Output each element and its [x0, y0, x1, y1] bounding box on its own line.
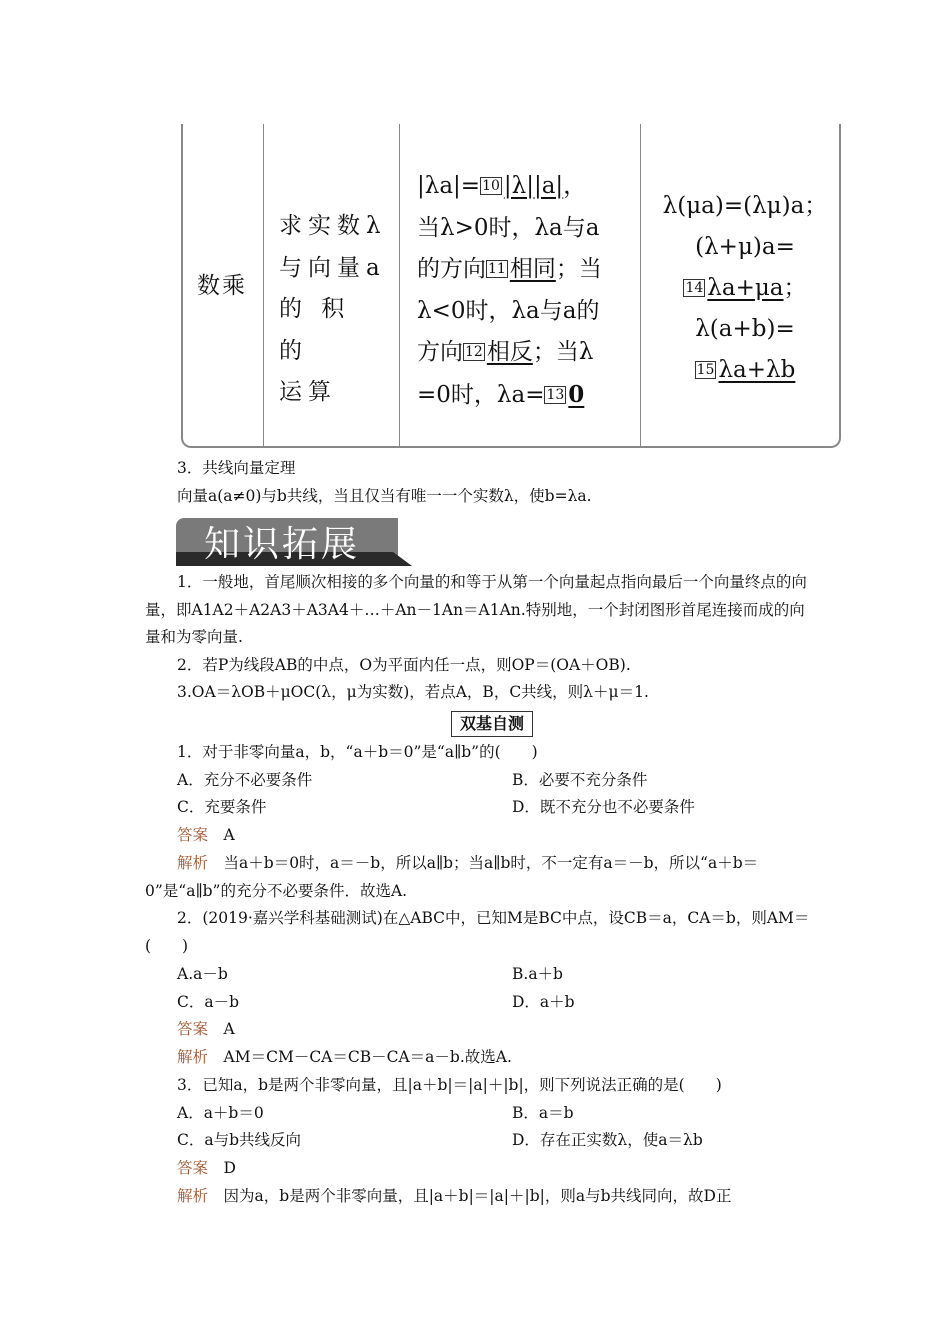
option-c: C．充要条件 — [177, 798, 267, 816]
question-stem: 1．对于非零向量a，b，“a＋b＝0”是“a∥b”的( ) — [177, 743, 538, 761]
option-d: D．a＋b — [512, 993, 575, 1011]
blank-number: 15 — [696, 362, 715, 378]
explanation: 解析 当a＋b＝0时，a＝－b，所以a∥b；当a∥b时，不一定有a＝－b，所以“a＋b＝0”是“a∥b”的充分不必要条件．故选A. — [145, 854, 759, 900]
table-divider — [640, 124, 641, 446]
option-c: C．a与b共线反向 — [177, 1131, 302, 1149]
blank-number: 13 — [546, 386, 565, 403]
option-c: C．a－b — [177, 993, 240, 1011]
op-rule-cell: |λa|= 10 |λ||a|， 当λ>0时，λa与a 的方向 11 相同；当 λ<0时，λa与a的 方向 12 相反；当λ =0时，λa= 13 0 — [417, 173, 602, 408]
vector-ops-table — [181, 124, 841, 448]
explanation-label: 解析 — [177, 854, 209, 872]
option-a: A．a＋b＝0 — [177, 1104, 264, 1122]
option-b: B．a＝b — [512, 1104, 574, 1122]
option-a: A．充分不必要条件 — [177, 771, 313, 789]
definition-line: 求实数λ — [279, 213, 387, 239]
explanation: 解析 AM＝CM－CA＝CB－CA＝a－b.故选A. — [177, 1048, 512, 1066]
extension-paragraph: 1．一般地，首尾顺次相接的多个向量的和等于从第一个向量起点指向最后一个向量终点的向量，即A1A2＋A2A3＋A3A4＋…＋An－1An＝A1An.特别地，一个封闭图形首尾连接而成的向量和为零向量. — [145, 573, 807, 646]
option-d: D．既不充分也不必要条件 — [512, 798, 695, 816]
option-b: B．必要不充分条件 — [512, 771, 648, 789]
op-name-cell: 数乘 — [197, 273, 247, 299]
answer-line: 答案 A — [177, 826, 235, 844]
extension-paragraph: 2．若P为线段AB的中点，O为平面内任一点，则OP＝(OA＋OB). — [177, 656, 631, 674]
table-divider — [399, 124, 400, 446]
theorem-title: 3．共线向量定理 — [177, 459, 296, 477]
blank-number: 12 — [465, 344, 483, 360]
answer-label: 答案 — [177, 1159, 209, 1177]
explanation-label: 解析 — [177, 1187, 209, 1205]
banner-title: 知识拓展 — [204, 524, 361, 565]
answer-label: 答案 — [177, 1020, 209, 1038]
option-d: D．存在正实数λ，使a＝λb — [512, 1131, 703, 1149]
option-b: B.a＋b — [512, 965, 563, 983]
question-stem: 3．已知a，b是两个非零向量，且|a＋b|＝|a|＋|b|，则下列说法正确的是( ) — [177, 1076, 722, 1094]
explanation: 解析 因为a，b是两个非零向量，且|a＋b|＝|a|＋|b|，则a与b共线同向，故D正 — [177, 1187, 732, 1205]
explanation-label: 解析 — [177, 1048, 209, 1066]
table-divider — [263, 124, 264, 446]
definition-line: 运算 — [279, 379, 337, 405]
knowledge-extension-banner — [176, 516, 416, 566]
answer-line: 答案 D — [177, 1159, 236, 1177]
question-stem: 2．(2019·嘉兴学科基础测试)在△ABC中，已知M是BC中点，设CB＝a，CA＝b，则AM＝( ) — [145, 909, 810, 955]
blank-number: 11 — [488, 261, 506, 277]
blank-number: 10 — [482, 178, 500, 194]
definition-line: 的 积 的 — [279, 296, 351, 364]
theorem-body: 向量a(a≠0)与b共线，当且仅当有唯一一个实数λ，使b=λa. — [177, 487, 592, 505]
definition-line: 与向量a — [279, 254, 386, 281]
answer-label: 答案 — [177, 826, 209, 844]
answer-line: 答案 A — [177, 1020, 235, 1038]
op-law-cell: λ(μa)=(λμ)a； (λ+μ)a= 14 λa+μa； λ(a+b)= 15 λa+λb — [662, 193, 828, 383]
op-definition-cell — [279, 206, 389, 414]
option-a: A.a－b — [177, 965, 228, 983]
extension-paragraph: 3.OA＝λOB＋μOC(λ，μ为实数)，若点A，B，C共线，则λ＋μ＝1. — [177, 683, 649, 701]
section-title: 双基自测 — [451, 711, 533, 737]
blank-number: 14 — [685, 280, 704, 296]
